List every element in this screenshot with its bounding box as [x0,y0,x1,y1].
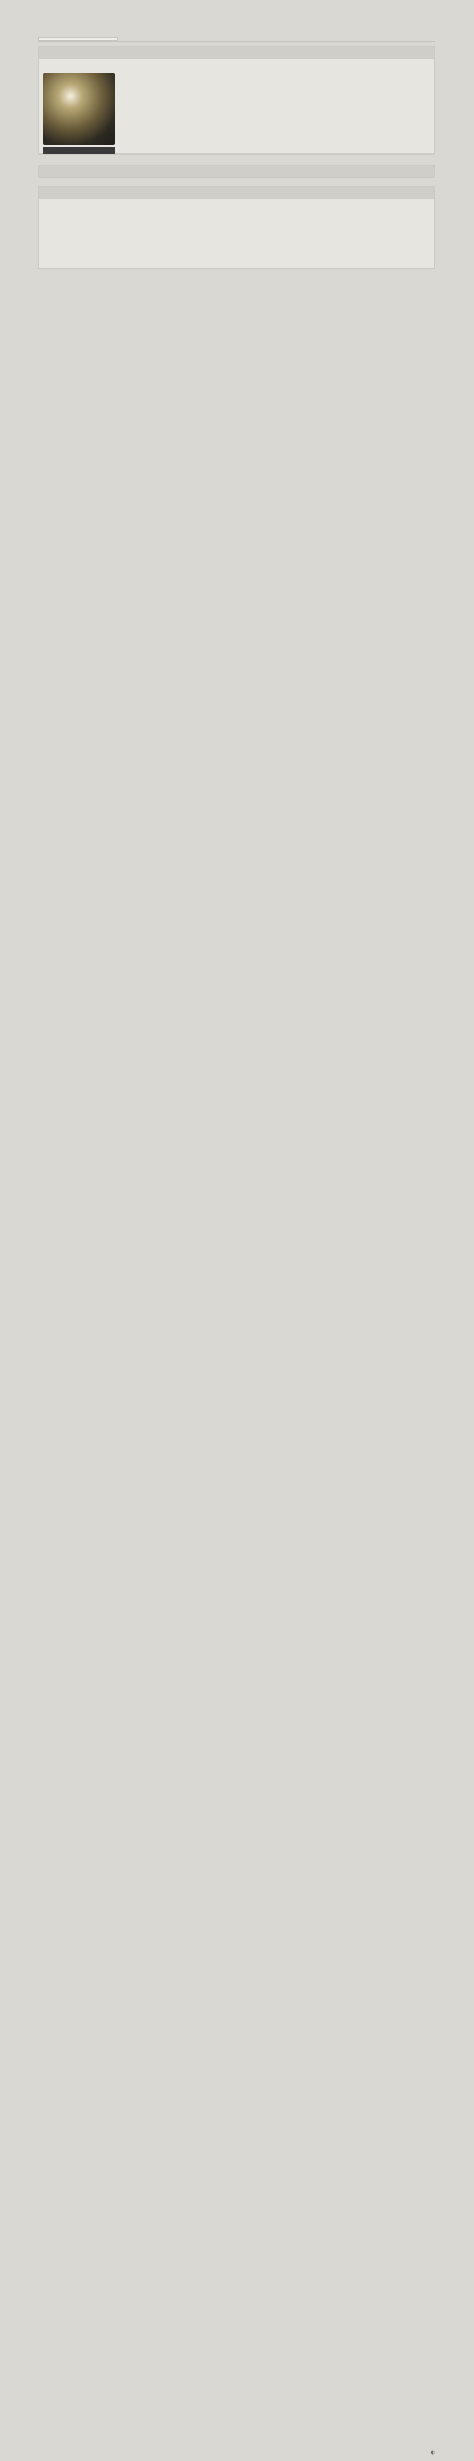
download-material-button[interactable] [43,147,115,154]
camera-detail [39,198,434,268]
cameras-header [39,187,434,198]
materials-table [38,46,435,155]
lights-header [39,166,434,177]
materials-footnote [38,155,435,161]
cameras-table [38,186,435,269]
material-preview-image [43,73,115,145]
material-detail [39,58,434,154]
page [38,0,435,275]
materials-header [39,47,434,58]
lights-table [38,165,435,178]
header [38,0,435,42]
github-icon[interactable]: ◐ [431,2449,435,2456]
cameras-footnote [38,269,435,275]
search-row [38,37,118,41]
material-description [271,69,431,72]
search-input[interactable] [38,37,118,41]
